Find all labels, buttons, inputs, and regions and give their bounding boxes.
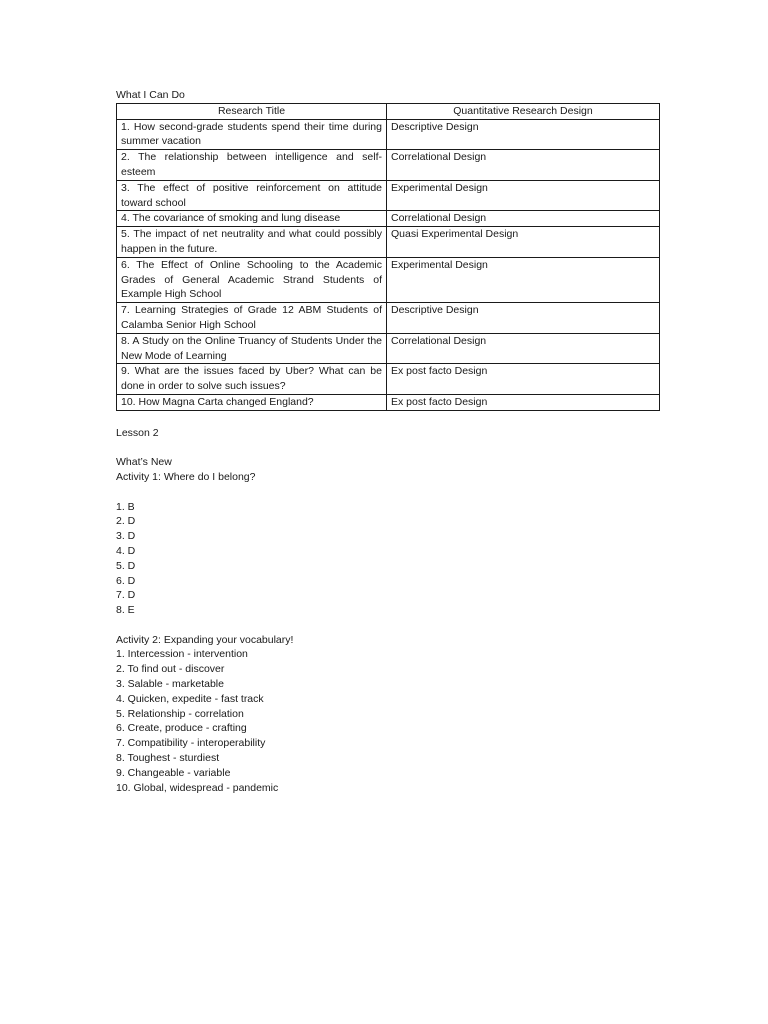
activity1-answer-list [116,500,659,618]
list-item: 7. Compatibility - interoperability [116,737,266,750]
table-row [117,227,660,258]
section-heading: What I Can Do [116,89,185,101]
research-title-cell: 5. The impact of net neutrality and what could possibly happen in the future. [117,227,387,258]
design-cell: Descriptive Design [387,303,660,334]
research-title-cell: 4. The covariance of smoking and lung disease [117,211,387,227]
list-item: 4. D [116,544,136,557]
list-item: 4. Quicken, expedite - fast track [116,692,264,705]
list-item: 3. D [116,530,136,543]
activity2-answer-list [116,647,659,795]
document-content [116,88,659,795]
research-design-table [116,103,660,411]
table-row [117,394,660,410]
column-header-design: Quantitative Research Design [387,103,660,119]
design-cell: Ex post facto Design [387,364,660,395]
list-item: 3. Salable - marketable [116,678,224,691]
column-header-research-title: Research Title [117,103,387,119]
research-title-cell: 3. The effect of positive reinforcement on attitude toward school [117,180,387,211]
lesson-heading: Lesson 2 [116,426,159,439]
research-title-cell: 8. A Study on the Online Truancy of Students Under the New Mode of Learning [117,333,387,364]
list-item: 1. B [116,500,135,513]
design-cell: Ex post facto Design [387,394,660,410]
table-header-row [117,103,660,119]
list-item: 8. E [116,604,135,617]
research-title-cell: 1. How second-grade students spend their time during summer vacation [117,119,387,150]
table-row [117,303,660,334]
design-cell: Correlational Design [387,150,660,181]
table-row [117,119,660,150]
whats-new-heading: What’s New [116,456,172,469]
design-cell: Correlational Design [387,211,660,227]
table-row [117,180,660,211]
design-cell: Experimental Design [387,180,660,211]
design-cell: Experimental Design [387,257,660,302]
list-item: 1. Intercession - intervention [116,648,248,661]
table-row [117,333,660,364]
list-item: 2. D [116,515,136,528]
table-row [117,150,660,181]
list-item: 2. To find out - discover [116,663,225,676]
lesson-block [116,426,659,796]
activity1-title: Activity 1: Where do I belong? [116,470,256,483]
list-item: 8. Toughest - sturdiest [116,752,220,765]
list-item: 6. Create, produce - crafting [116,722,247,735]
design-cell: Quasi Experimental Design [387,227,660,258]
research-title-cell: 9. What are the issues faced by Uber? What can be done in order to solve such issues? [117,364,387,395]
research-title-cell: 2. The relationship between intelligence and self-esteem [117,150,387,181]
list-item: 7. D [116,589,136,602]
table-row [117,257,660,302]
list-item: 5. D [116,559,136,572]
design-cell: Correlational Design [387,333,660,364]
list-item: 9. Changeable - variable [116,766,231,779]
research-title-cell: 10. How Magna Carta changed England? [117,394,387,410]
table-row [117,364,660,395]
activity2-title: Activity 2: Expanding your vocabulary! [116,633,294,646]
table-row [117,211,660,227]
list-item: 10. Global, widespread - pandemic [116,781,279,794]
research-title-cell: 6. The Effect of Online Schooling to the Academic Grades of General Academic Strand Students of Example High School [117,257,387,302]
list-item: 5. Relationship - correlation [116,707,244,720]
design-cell: Descriptive Design [387,119,660,150]
list-item: 6. D [116,574,136,587]
research-title-cell: 7. Learning Strategies of Grade 12 ABM Students of Calamba Senior High School [117,303,387,334]
